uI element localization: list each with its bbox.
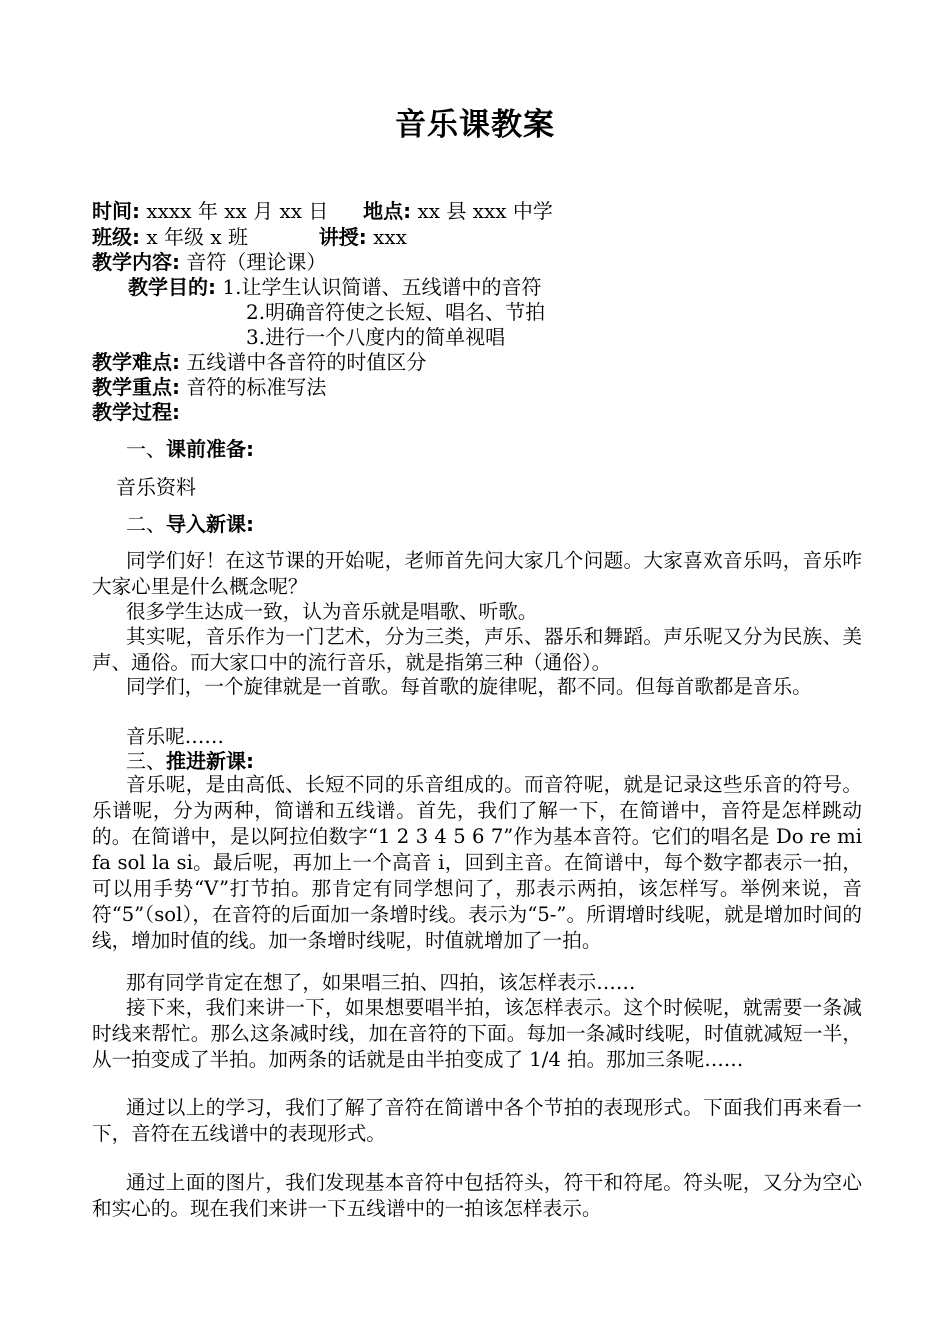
goal-item-2: 2.明确音符使之长短、唱名、节拍 (246, 300, 546, 324)
class-teacher-line (92, 224, 407, 250)
section-2-title: 导入新课: (166, 512, 254, 536)
teacher-label: 讲授: (318, 225, 367, 249)
section-2-para-4: 同学们，一个旋律就是一首歌。每首歌的旋律呢，都不同。但每首歌都是音乐。 (126, 675, 812, 698)
section-1-title: 课前准备: (166, 437, 254, 461)
section-2-para-2: 很多学生达成一致，认为音乐就是唱歌、听歌。 (126, 600, 538, 623)
time-label: 时间: (92, 199, 140, 223)
section-3-para-4: 通过以上的学习，我们了解了音符在简谱中各个节拍的表现形式。下面我们再来看一下，音符在五线谱中的表现形式。 (92, 1096, 862, 1145)
key-point-value: 音符的标准写法 (186, 375, 327, 399)
section-3-heading (126, 748, 254, 774)
time-value: xxxx 年 xx 月 xx 日 (146, 199, 329, 223)
section-1-heading (126, 436, 254, 462)
section-3-prefix: 三、 (126, 749, 166, 773)
place-value: xx 县 xxx 中学 (417, 199, 553, 223)
process-label: 教学过程: (92, 400, 180, 424)
section-1-text: 音乐资料 (116, 475, 196, 499)
section-2-prefix: 二、 (126, 512, 166, 536)
goal-item-1: 1.让学生认识简谱、五线谱中的音符 (222, 275, 542, 299)
goal-item-3: 3.进行一个八度内的简单视唱 (246, 325, 506, 349)
key-point-label: 教学重点: (92, 375, 180, 399)
section-2-para-5: 音乐呢…… (126, 725, 224, 748)
section-3-para-5: 通过上面的图片，我们发现基本音符中包括符头，符干和符尾。符头呢，又分为空心和实心的。现在我们来讲一下五线谱中的一拍该怎样表示。 (92, 1171, 862, 1220)
document-title: 音乐课教案 (395, 107, 555, 143)
goals-line (128, 274, 541, 300)
section-3-title: 推进新课: (166, 749, 254, 773)
section-1-prefix: 一、 (126, 437, 166, 461)
content-label: 教学内容: (92, 250, 180, 274)
difficulty-label: 教学难点: (92, 350, 180, 374)
content-value: 音符（理论课） (186, 250, 327, 274)
place-label: 地点: (363, 199, 412, 223)
difficulty-line (92, 349, 426, 375)
class-value: x 年级 x 班 (146, 225, 248, 249)
key-point-line (92, 374, 326, 400)
section-2-heading (126, 511, 254, 537)
section-3-para-1: 音乐呢，是由高低、长短不同的乐音组成的。而音符呢，就是记录这些乐音的符号。乐谱呢，分为两种，简谱和五线谱。首先，我们了解一下，在简谱中，音符是怎样跳动的。在简谱中，是以阿拉伯数字“1 2 3 4 5 6 7”作为基本音符。它们的唱名是 Do re mi fa sol la si。最后呢，再加上一个高音 i，回到主音。在简谱中，每个数字都表示一拍，可以用手势“V”打节拍。那肯定有同学想问了，那表示两拍，该怎样写。举例来说，音符“5”（sol），在音符的后面加一条增时线。表示为“5-”。所谓增时线呢，就是增加时间的线，增加时值的线。加一条增时线呢，时值就增加了一拍。 (92, 773, 862, 952)
teacher-value: xxx (373, 225, 407, 249)
goals-label: 教学目的: (128, 275, 216, 299)
difficulty-value: 五线谱中各音符的时值区分 (186, 350, 427, 374)
content-line (92, 249, 326, 275)
section-2-para-1: 同学们好！在这节课的开始呢，老师首先问大家几个问题。大家喜欢音乐吗，音乐咋大家心里是什么概念呢？ (92, 549, 862, 598)
section-3-para-3: 接下来，我们来讲一下，如果想要唱半拍，该怎样表示。这个时候呢，就需要一条减时线来帮忙。那么这条减时线，加在音符的下面。每加一条减时线呢，时值就减短一半，从一拍变成了半拍。加两条的话就是由半拍变成了 1/4 拍。那加三条呢…… (92, 996, 862, 1071)
time-place-line (92, 198, 553, 224)
section-2-para-3: 其实呢，音乐作为一门艺术，分为三类，声乐、器乐和舞蹈。声乐呢又分为民族、美声、通俗。而大家口中的流行音乐，就是指第三种（通俗）。 (92, 625, 862, 674)
section-3-para-2: 那有同学肯定在想了，如果唱三拍、四拍，该怎样表示…… (126, 971, 636, 994)
process-line (92, 399, 180, 425)
class-label: 班级: (92, 225, 140, 249)
